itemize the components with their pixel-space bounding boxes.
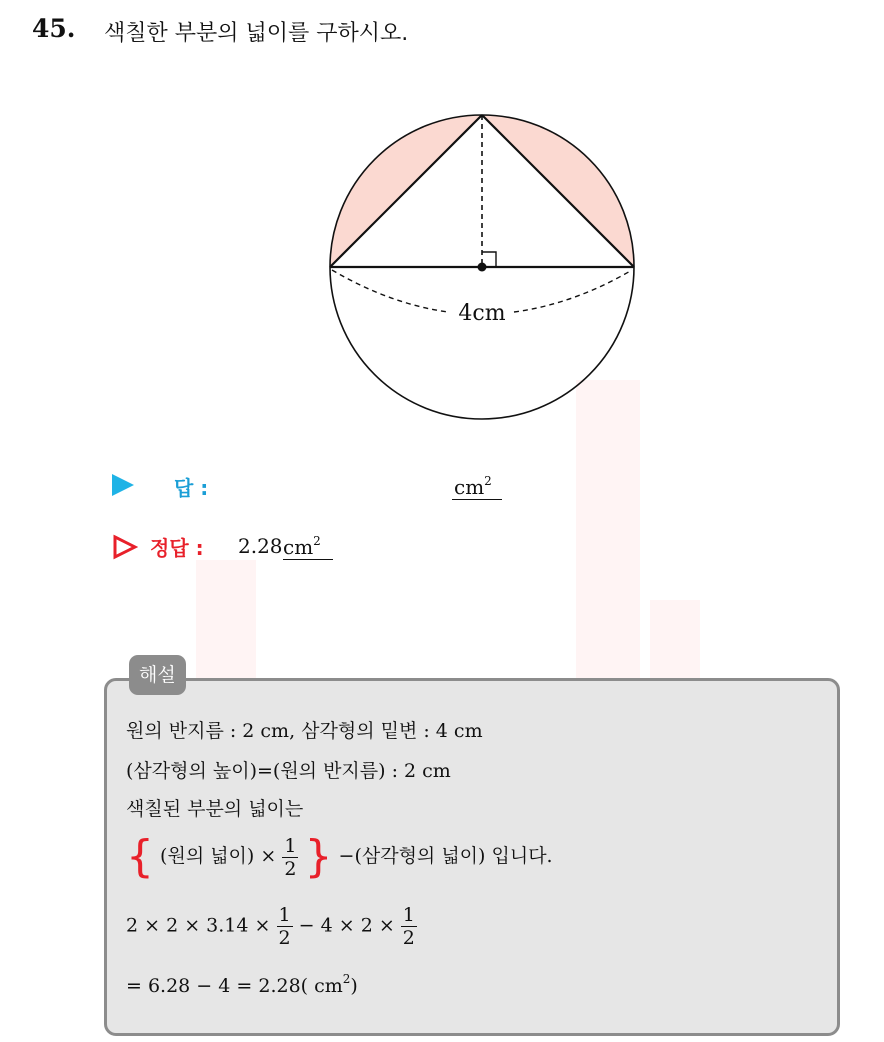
answer-unit: $cm^2$ <box>454 474 492 499</box>
fraction-half: $\frac{1}{2}$ <box>402 904 415 949</box>
answer-blank-line <box>452 499 502 500</box>
correct-answer-value: 2.28 <box>238 534 283 558</box>
explanation-line-5 <box>126 904 417 949</box>
brace-open: { <box>126 831 154 882</box>
explanation-title: 해설 <box>129 655 186 695</box>
brace-close: } <box>304 831 333 882</box>
calc-part-2: − 4 × 2 × <box>298 914 395 937</box>
dimension-arc-right <box>514 270 632 312</box>
dimension-label: 4cm <box>458 301 506 326</box>
answer-label: 답 : <box>174 476 209 500</box>
background-decoration <box>650 600 700 680</box>
explanation-line-6: = 6.28 − 4 = 2.28( $cm^2$) <box>126 972 358 997</box>
play-marker-icon <box>112 474 134 496</box>
question-number: 45. <box>32 14 76 43</box>
question-text: 색칠한 부분의 넓이를 구하시오. <box>104 21 409 46</box>
explanation-line-1: 원의 반지름 : 2 cm, 삼각형의 밑변 : 4 cm <box>126 720 483 742</box>
explanation-line-3: 색칠된 부분의 넓이는 <box>126 798 304 820</box>
correct-unit-underline <box>283 559 333 560</box>
background-decoration <box>196 560 256 680</box>
correct-answer-unit: $cm^2$ <box>283 534 321 559</box>
dimension-arc-left <box>332 270 448 312</box>
outline-play-marker-icon <box>112 534 138 560</box>
correct-answer-label: 정답 : <box>150 536 204 560</box>
fraction-half: $\frac{1}{2}$ <box>278 904 291 949</box>
explanation-line-2: (삼각형의 높이)=(원의 반지름) : 2 cm <box>126 760 451 782</box>
expr-after: −(삼각형의 넓이) 입니다. <box>338 845 553 867</box>
fraction-half: $\frac{1}{2}$ <box>284 834 297 880</box>
expr-inner: (원의 넓이) × <box>160 845 277 867</box>
center-point <box>478 263 487 272</box>
circle-triangle-figure <box>0 0 884 440</box>
explanation-line-4 <box>126 832 553 882</box>
calc-part-1: 2 × 2 × 3.14 × <box>126 914 271 937</box>
